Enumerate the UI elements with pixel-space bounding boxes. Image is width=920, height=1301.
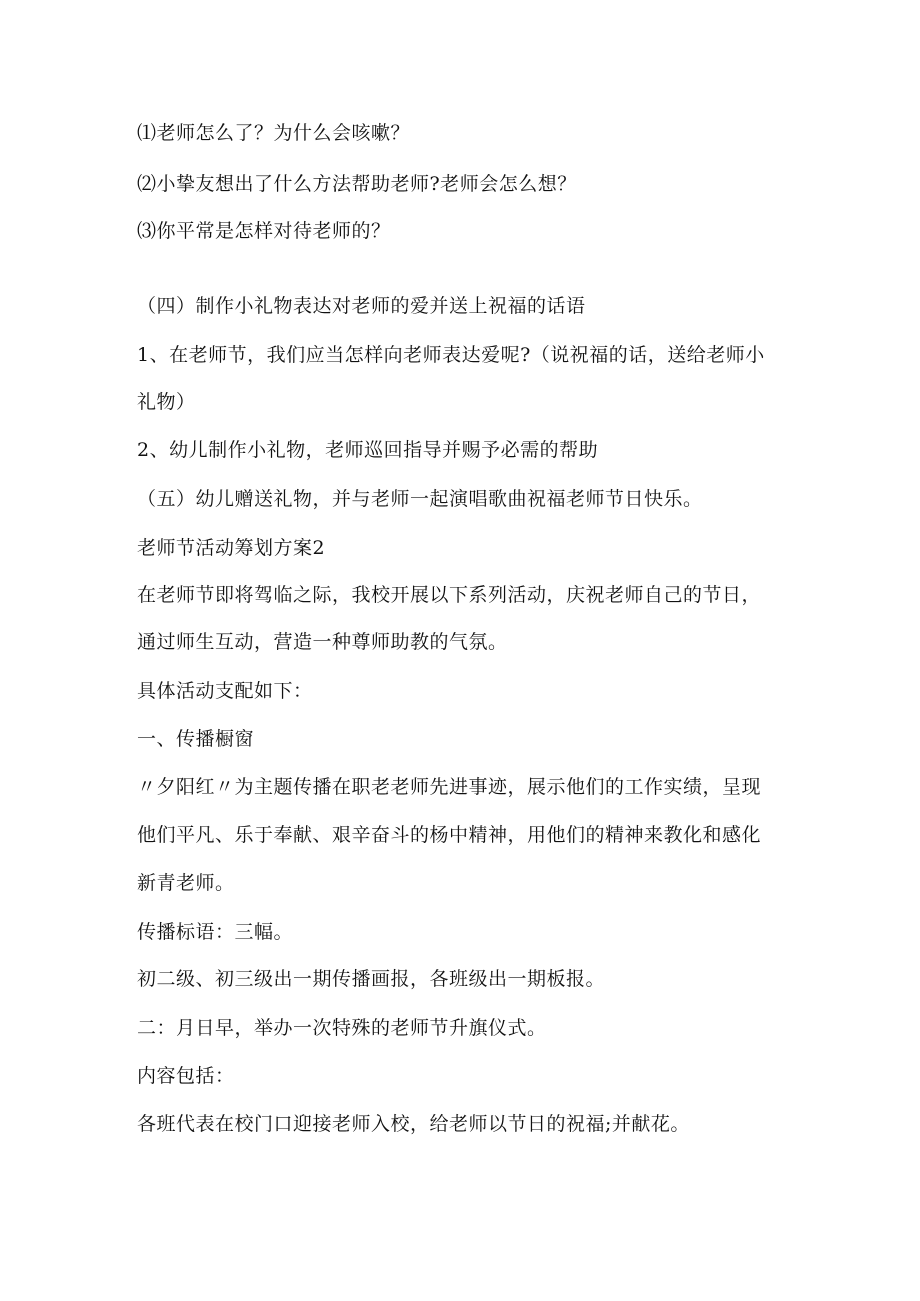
- paragraph-line: 2、幼儿制作小礼物，老师巡回指导并赐予必需的帮助: [137, 439, 599, 461]
- section-heading-2: 二：月日早，举办一次特殊的老师节升旗仪式。: [137, 1017, 547, 1039]
- paragraph-line: 他们平凡、乐于奉献、艰辛奋斗的杨中精神，用他们的精神来教化和感化: [137, 824, 762, 846]
- paragraph-line: 传播标语：三幅。: [137, 921, 294, 943]
- paragraph-line: 新青老师。: [137, 872, 235, 894]
- paragraph-line: 具体活动支配如下：: [137, 680, 313, 702]
- question-1: ⑴老师怎么了？为什么会咳嗽？: [137, 122, 411, 144]
- paragraph-line: 初二级、初三级出一期传播画报，各班级出一期板报。: [137, 968, 606, 990]
- plan-title: 老师节活动筹划方案2: [137, 537, 326, 559]
- section-5-heading: （五）幼儿赠送礼物，并与老师一起演唱歌曲祝福老师节日快乐。: [137, 488, 703, 510]
- paragraph-line: 通过师生互动，营造一种尊师助教的气氛。: [137, 631, 508, 653]
- paragraph-line: 〃夕阳红〃为主题传播在职老老师先进事迹，展示他们的工作实绩，呈现: [137, 776, 762, 798]
- section-heading-1: 一、传播橱窗: [137, 728, 255, 750]
- paragraph-line: 内容包括：: [137, 1065, 235, 1087]
- paragraph-line: 1、在老师节，我们应当怎样向老师表达爱呢?（说祝福的话，送给老师小: [137, 344, 765, 366]
- paragraph-line: 在老师节即将驾临之际，我校开展以下系列活动，庆祝老师自己的节日，: [137, 584, 762, 606]
- question-2: ⑵小挚友想出了什么方法帮助老师?老师会怎么想？: [137, 173, 577, 195]
- paragraph-line: 各班代表在校门口迎接老师入校，给老师以节日的祝福;并献花。: [137, 1113, 690, 1135]
- paragraph-line: 礼物）: [137, 391, 196, 413]
- question-3: ⑶你平常是怎样对待老师的？: [137, 220, 391, 242]
- section-4-heading: （四）制作小礼物表达对老师的爱并送上祝福的话语: [137, 295, 586, 317]
